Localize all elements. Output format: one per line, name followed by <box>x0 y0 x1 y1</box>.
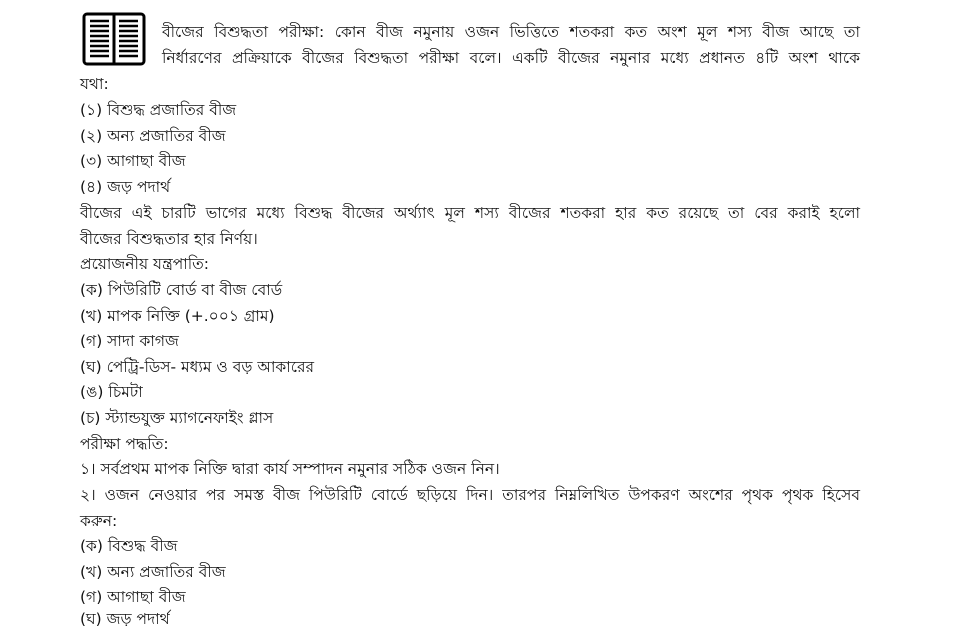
equipment-item: (ক) পিউরিটি বোর্ড বা বীজ বোর্ড <box>80 281 283 299</box>
part-item: (৪) জড় পদার্থ <box>80 178 171 196</box>
method-heading: পরীক্ষা পদ্ধতি: <box>80 435 169 453</box>
explanation-line-1: বীজের এই চারটি ভাগের মধ্যে বিশুদ্ধ বীজের অর্থ্যাৎ মূল শস্য বীজের শতকরা হার কত রয়েছে তা বের করাই হলো <box>80 204 860 222</box>
method-item: (গ) আগাছা বীজ <box>80 588 186 606</box>
part-item: (১) বিশুদ্ধ প্রজাতির বীজ <box>80 101 237 119</box>
explanation-line-2: বীজের বিশুদ্ধতার হার নির্ণয়। <box>80 230 258 248</box>
equipment-item: (ঙ) চিমটা <box>80 383 143 401</box>
open-book-icon <box>82 12 146 66</box>
intro-line-2: নির্ধারণের প্রক্রিয়াকে বীজের বিশুদ্ধতা পরীক্ষা বলে। একটি বীজের নমুনার মধ্যে প্রধানত ৪টি অংশ থাকে <box>162 49 860 67</box>
intro-line-3: যথা: <box>80 75 109 93</box>
method-step-1: ১। সর্বপ্রথম মাপক নিক্তি দ্বারা কার্য সম্পাদন নমুনার সঠিক ওজন নিন। <box>80 460 500 478</box>
equipment-item: (খ) মাপক নিক্তি (+.০০১ গ্রাম) <box>80 307 275 325</box>
equipment-item: (গ) সাদা কাগজ <box>80 332 179 350</box>
equipment-item: (ঘ) পেট্রি-ডিস- মধ্যম ও বড় আকারের <box>80 358 315 376</box>
equipment-heading: প্রয়োজনীয় যন্ত্রপাতি: <box>80 255 210 273</box>
part-item: (৩) আগাছা বীজ <box>80 152 186 170</box>
method-item: (ক) বিশুদ্ধ বীজ <box>80 537 178 555</box>
method-item: (ঘ) জড় পদার্থ <box>80 610 170 628</box>
intro-line-1: বীজের বিশুদ্ধতা পরীক্ষা: কোন বীজ নমুনায় ওজন ভিত্তিতে শতকরা কত অংশ মূল শস্য বীজ আছে তা <box>162 23 860 41</box>
method-step-2-line-2: করুন: <box>80 512 118 530</box>
method-step-2-line-1: ২। ওজন নেওয়ার পর সমস্ত বীজ পিউরিটি বোর্ডে ছড়িয়ে দিন। তারপর নিম্নলিখিত উপকরণ অংশের পৃথক পৃথক হিসেব <box>80 486 860 504</box>
equipment-item: (চ) স্ট্যান্ডযুক্ত ম্যাগনেফাইং গ্লাস <box>80 409 274 427</box>
part-item: (২) অন্য প্রজাতির বীজ <box>80 127 226 145</box>
method-item: (খ) অন্য প্রজাতির বীজ <box>80 563 226 581</box>
